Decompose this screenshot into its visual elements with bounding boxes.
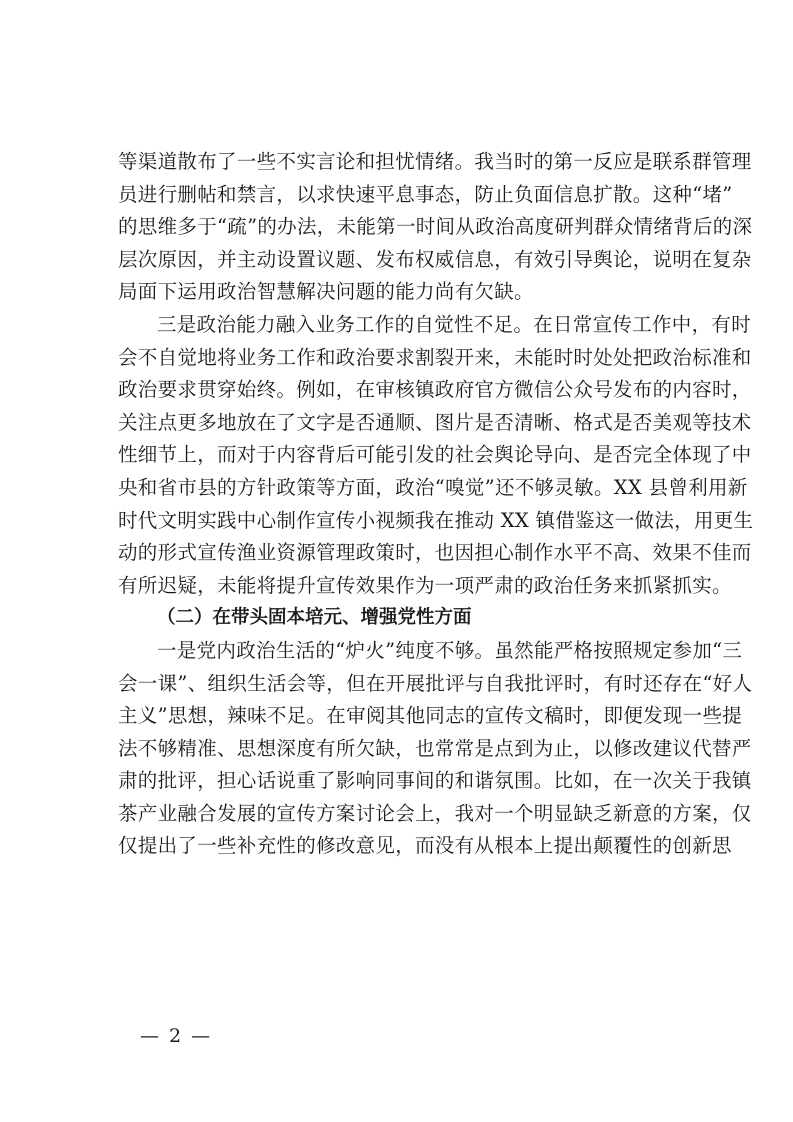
text-line: 等渠道散布了一些不实言论和担忧情绪。我当时的第一反应是联系群管理	[118, 150, 752, 173]
text-line: 仅提出了一些补充性的修改意见，而没有从根本上提出颠覆性的创新思	[118, 834, 732, 858]
text-line: 会一课”、组织生活会等，但在开展批评与自我批评时，有时还存在“好人	[118, 671, 753, 695]
text-line: 肃的批评，担心话说重了影响同事间的和谐氛围。比如，在一次关于我镇	[118, 769, 752, 793]
text-line: 央和省市县的方针政策等方面，政治“嗅觉”还不够灵敏。XX 县曾利用新	[118, 475, 748, 499]
text-line: 局面下运用政治智慧解决问题的能力尚有欠缺。	[118, 280, 534, 304]
text-line: 有所迟疑，未能将提升宣传效果作为一项严肃的政治任务来抓紧抓实。	[118, 573, 732, 597]
section-heading: （二）在带头固本培元、增强党性方面	[157, 607, 472, 629]
text-line: 员进行删帖和禁言，以求快速平息事态，防止负面信息扩散。这种“堵”	[118, 182, 733, 206]
text-line: 性细节上，而对于内容背后可能引发的社会舆论导向、是否完全体现了中	[118, 443, 752, 467]
text-line: 政治要求贯穿始终。例如，在审核镇政府官方微信公众号发布的内容时，	[118, 378, 752, 402]
document-body	[118, 146, 754, 863]
text-line: 茶产业融合发展的宣传方案讨论会上，我对一个明显缺乏新意的方案，仅	[118, 801, 752, 825]
paragraph-block-political-capacity	[118, 146, 754, 602]
text-line: 三是政治能力融入业务工作的自觉性不足。在日常宣传工作中，有时	[157, 312, 752, 336]
text-line: 会不自觉地将业务工作和政治要求割裂开来，未能时时处处把政治标准和	[118, 345, 752, 369]
text-line: 层次原因，并主动设置议题、发布权威信息，有效引导舆论，说明在复杂	[118, 247, 752, 271]
text-line: 关注点更多地放在了文字是否通顺、图片是否清晰、格式是否美观等技术	[118, 410, 752, 434]
text-line: 动的形式宣传渔业资源管理政策时，也因担心制作水平不高、效果不佳而	[118, 541, 752, 565]
text-line: 主义”思想，辣味不足。在审阅其他同志的宣传文稿时，即便发现一些提	[118, 704, 743, 728]
text-line: 的思维多于“疏”的办法，未能第一时间从政治高度研判群众情绪背后的深	[118, 215, 753, 239]
text-line: 法不够精准、思想深度有所欠缺，也常常是点到为止，以修改建议代替严	[118, 736, 752, 760]
text-line: 一是党内政治生活的“炉火”纯度不够。虽然能严格按照规定参加“三	[157, 638, 743, 662]
text-line: 时代文明实践中心制作宣传小视频我在推动 XX 镇借鉴这一做法，用更生	[118, 508, 754, 532]
page-number: — 2 —	[140, 1025, 213, 1047]
paragraph-block-party-life	[118, 635, 753, 863]
